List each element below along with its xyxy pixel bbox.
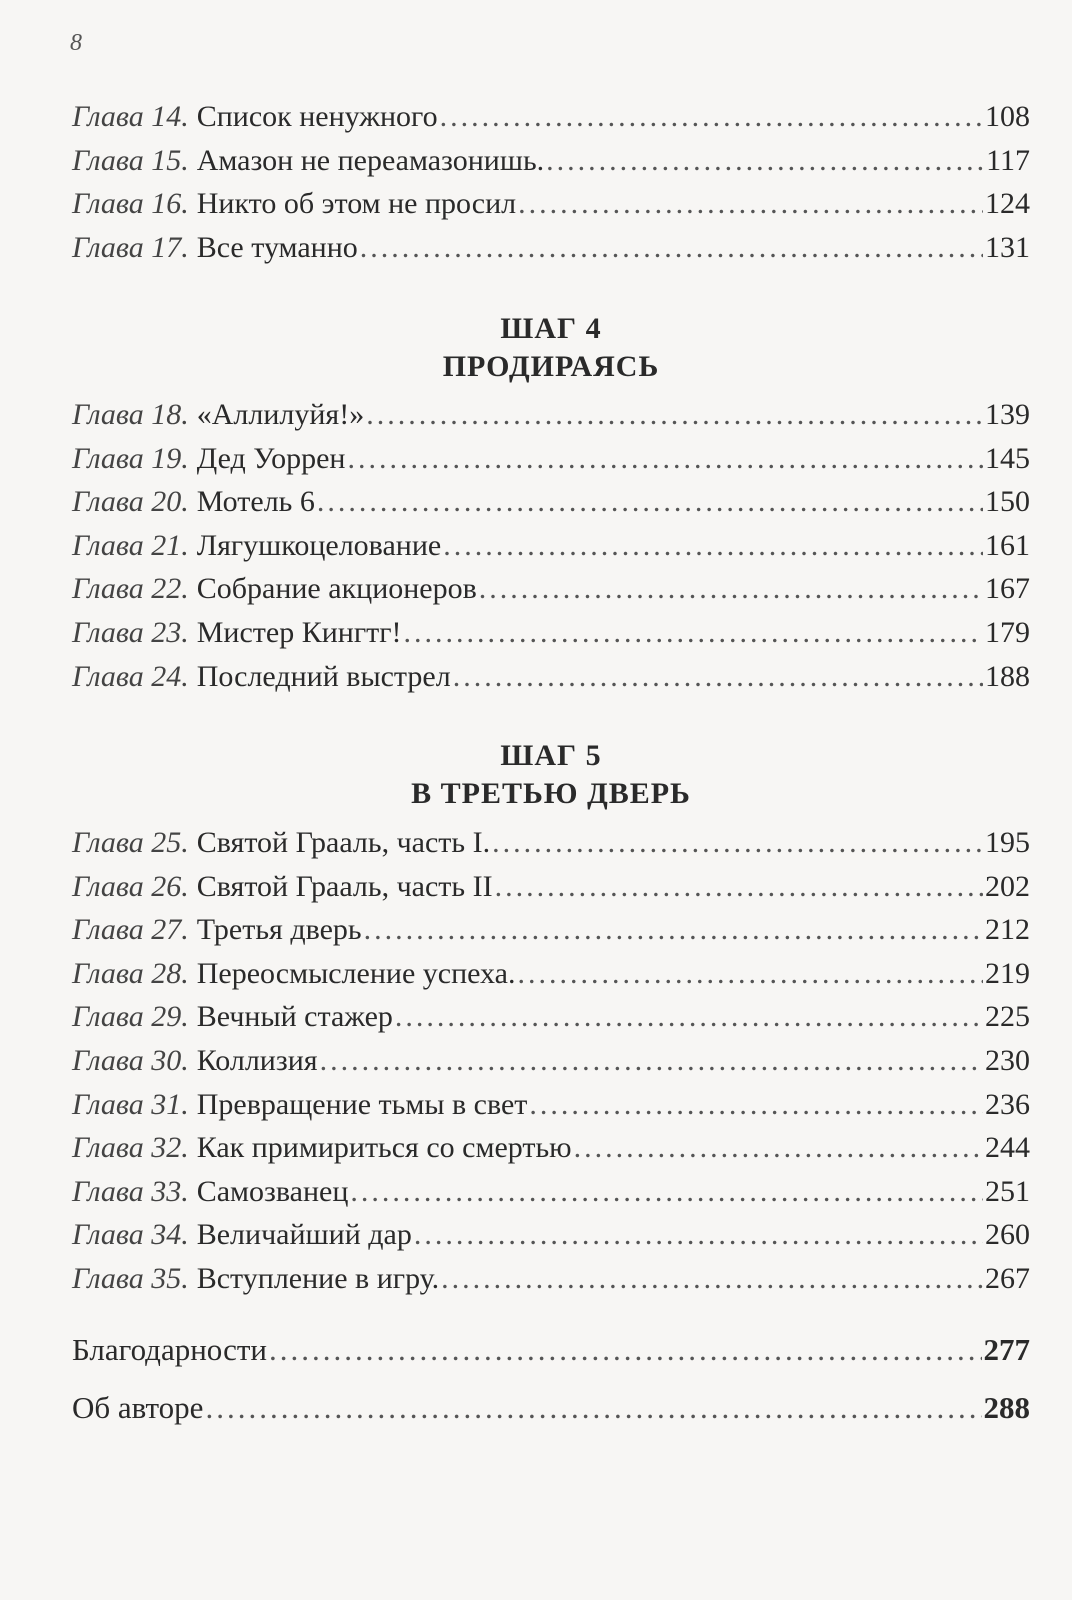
chapter-title: Святой Грааль, часть II [196,869,493,903]
chapter-title: Никто об этом не просил [196,187,517,221]
leader-dots [269,1332,982,1368]
chapter-title: «Аллилуйя!» [196,398,365,431]
entry-page: 277 [983,1332,1030,1367]
chapter-page: 230 [985,1043,1030,1077]
chapter-prefix: Глава [72,528,144,562]
chapter-label [72,1218,189,1252]
leader-dots [546,144,984,178]
chapter-page: 251 [985,1174,1030,1208]
toc-entry[interactable] [72,572,1030,616]
toc-entry[interactable] [72,1131,1030,1175]
chapter-page: 202 [985,869,1030,903]
chapter-label [72,100,189,134]
chapter-page: 260 [985,1218,1030,1252]
chapter-page: 219 [985,956,1030,990]
chapter-number: 20. [151,485,189,519]
toc-entry[interactable] [72,913,1030,957]
toc-entry[interactable] [72,529,1030,573]
chapter-title: Превращение тьмы в свет [196,1087,528,1121]
chapter-number: 15. [151,143,189,177]
chapter-title: Переосмысление успеха. [196,956,516,990]
toc-entry[interactable] [72,826,1030,870]
chapter-prefix: Глава [72,485,144,519]
chapter-label [72,144,189,178]
chapter-label [72,529,189,563]
chapter-title: Вечный стажер [196,1000,393,1034]
chapter-prefix: Глава [72,1087,144,1121]
toc-entry[interactable] [72,1088,1030,1132]
chapter-prefix: Глава [72,398,144,431]
leader-dots [453,660,983,694]
chapter-number: 31. [151,1087,189,1121]
chapter-prefix: Глава [72,230,144,264]
leader-dots [443,529,983,563]
chapter-page: 188 [985,659,1030,693]
chapter-label [72,616,189,650]
chapter-title: Третья дверь [196,913,362,947]
leader-dots [205,1390,981,1426]
leader-dots [364,913,983,947]
toc-entry[interactable] [72,100,1030,144]
toc-entry[interactable] [72,187,1030,231]
chapter-prefix: Глава [72,143,144,177]
leader-dots [479,572,983,606]
chapter-page: 145 [985,441,1030,475]
chapter-number: 25. [151,826,189,859]
chapter-label [72,1175,189,1209]
chapter-prefix: Глава [72,572,144,606]
entry-page: 288 [983,1390,1030,1425]
chapter-label [72,1131,189,1165]
toc-entry[interactable] [72,231,1030,275]
chapter-title: Амазон не переамазонишь. [196,143,545,177]
chapter-prefix: Глава [72,1000,144,1034]
chapter-number: 30. [151,1043,189,1077]
chapter-label [72,957,189,991]
chapter-prefix: Глава [72,1218,144,1252]
chapter-prefix: Глава [72,826,144,859]
toc-group-step5 [72,826,1030,1306]
chapter-number: 21. [151,528,189,562]
toc-group-step3 [72,100,1030,274]
chapter-number: 17. [151,230,189,264]
leader-dots [347,442,983,476]
chapter-label [72,826,189,860]
chapter-prefix: Глава [72,187,144,221]
chapter-label [72,1262,189,1296]
chapter-prefix: Глава [72,659,144,693]
chapter-label [72,1088,189,1122]
chapter-number: 33. [151,1174,189,1208]
chapter-label [72,870,189,904]
chapter-title: Список ненужного [196,100,438,133]
chapter-label [72,485,189,519]
section-step-label: ШАГ 5 [500,739,602,772]
chapter-prefix: Глава [72,956,144,990]
chapter-page: 124 [985,187,1030,221]
chapter-prefix: Глава [72,913,144,947]
chapter-title: Как примириться со смертью [196,1131,572,1165]
leader-dots [320,1044,983,1078]
chapter-prefix: Глава [72,441,144,475]
chapter-number: 32. [151,1131,189,1165]
leader-dots [414,1218,983,1252]
chapter-number: 14. [151,100,189,133]
chapter-page: 131 [985,230,1030,264]
toc-entry[interactable] [72,870,1030,914]
leader-dots [441,1262,983,1296]
leader-dots [395,1000,983,1034]
leader-dots [518,187,983,221]
chapter-number: 27. [151,913,189,947]
chapter-number: 26. [151,869,189,903]
chapter-title: Лягушкоцелование [196,528,442,562]
toc-group-extras [72,1332,1030,1448]
chapter-prefix: Глава [72,1261,144,1295]
chapter-label [72,231,189,265]
leader-dots [404,616,983,650]
chapter-title: Величайший дар [196,1218,412,1252]
entry-title: Благодарности [72,1332,267,1367]
toc-entry[interactable] [72,1000,1030,1044]
chapter-number: 35. [151,1261,189,1295]
chapter-label [72,398,189,432]
leader-dots [495,870,983,904]
leader-dots [350,1175,983,1209]
toc-entry-acknowledgements[interactable] [72,1332,1030,1390]
chapter-title: Мистер Кингтг! [196,615,402,649]
chapter-label [72,660,189,694]
leader-dots [574,1131,983,1165]
toc-entry[interactable] [72,485,1030,529]
chapter-number: 16. [151,187,189,221]
leader-dots [317,485,983,519]
section-heading-step5 [72,737,1030,813]
toc-entry[interactable] [72,1175,1030,1219]
chapter-page: 236 [985,1087,1030,1121]
section-title: ПРОДИРАЯСЬ [442,350,660,383]
toc-entry[interactable] [72,1044,1030,1088]
leader-dots [492,826,983,860]
chapter-number: 19. [151,441,189,475]
chapter-page: 150 [985,485,1030,519]
leader-dots [517,957,983,991]
chapter-prefix: Глава [72,1174,144,1208]
chapter-title: Собрание акционеров [196,572,477,606]
chapter-title: Все туманно [196,230,358,264]
chapter-number: 28. [151,956,189,990]
chapter-page: 167 [985,572,1030,606]
chapter-title: Последний выстрел [196,659,451,693]
chapter-prefix: Глава [72,615,144,649]
chapter-title: Коллизия [196,1043,318,1077]
chapter-prefix: Глава [72,100,144,133]
chapter-page: 108 [985,100,1030,133]
toc-entry[interactable] [72,1218,1030,1262]
chapter-title: Святой Грааль, часть I. [196,826,491,859]
chapter-page: 139 [985,398,1030,431]
chapter-label [72,1044,189,1078]
toc-group-step4 [72,398,1030,703]
chapter-label [72,572,189,606]
toc-entry[interactable] [72,1262,1030,1306]
toc-entry[interactable] [72,660,1030,704]
section-step-label: ШАГ 4 [500,312,602,345]
toc-entry[interactable] [72,398,1030,442]
chapter-number: 24. [151,659,189,693]
chapter-label [72,442,189,476]
chapter-page: 161 [985,528,1030,562]
chapter-page: 212 [985,913,1030,947]
chapter-title: Дед Уоррен [196,441,346,475]
toc-entry-about-author[interactable] [72,1390,1030,1448]
leader-dots [366,398,983,432]
chapter-page: 195 [985,826,1030,859]
entry-title: Об авторе [72,1390,204,1425]
chapter-number: 22. [151,572,189,606]
chapter-number: 34. [151,1218,189,1252]
chapter-page: 117 [986,143,1030,177]
chapter-label [72,1000,189,1034]
chapter-page: 179 [985,615,1030,649]
leader-dots [440,100,983,134]
chapter-title: Мотель 6 [196,485,315,519]
leader-dots [360,231,983,265]
chapter-number: 18. [151,398,189,431]
chapter-prefix: Глава [72,1131,144,1165]
chapter-label [72,187,189,221]
chapter-label [72,913,189,947]
section-title: В ТРЕТЬЮ ДВЕРЬ [411,777,691,810]
toc-entry[interactable] [72,957,1030,1001]
chapter-page: 244 [985,1131,1030,1165]
toc-entry[interactable] [72,144,1030,188]
leader-dots [529,1088,983,1122]
chapter-title: Вступление в игру. [196,1261,440,1295]
chapter-title: Самозванец [196,1174,349,1208]
chapter-prefix: Глава [72,869,144,903]
chapter-number: 23. [151,615,189,649]
toc-entry[interactable] [72,442,1030,486]
chapter-number: 29. [151,1000,189,1034]
section-heading-step4 [72,310,1030,386]
chapter-prefix: Глава [72,1043,144,1077]
page-number: 8 [70,30,82,56]
chapter-page: 225 [985,1000,1030,1034]
toc-entry[interactable] [72,616,1030,660]
chapter-page: 267 [985,1261,1030,1295]
